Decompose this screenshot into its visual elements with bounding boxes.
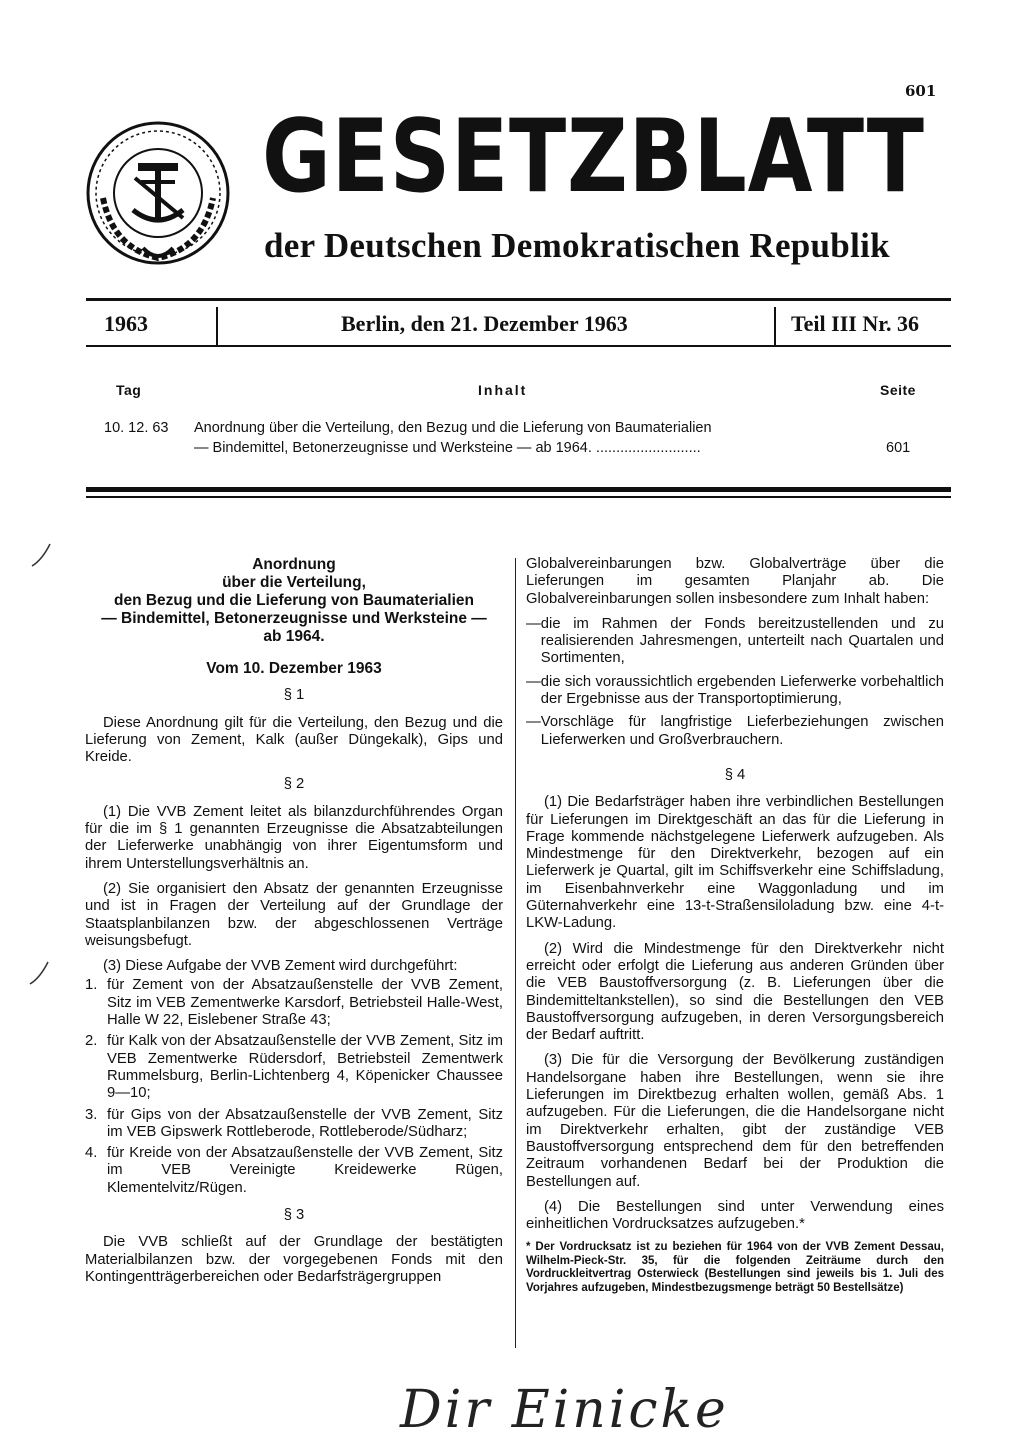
- footnote: * Der Vordrucksatz ist zu beziehen für 1964 von der VVB Zement Dessau, Wilhelm-Pieck-Str. 35, für die folgenden Zeiträume durch den Vordruckleitvertrag Osterwieck (Bestellungen sind jeweils bis 1. Juli des Vorjahres aufzugeben, Mindestbezugsmenge beträgt 50 Bestellsätze): [526, 1241, 944, 1294]
- list-item: [85, 1033, 503, 1102]
- toc-entry-date: 10. 12. 63: [104, 420, 169, 436]
- toc-page-header: Seite: [880, 382, 916, 398]
- list-item: — Vorschläge für langfristige Lieferbeziehungen zwischen Lieferwerken und Großverbrauchern.: [526, 714, 944, 748]
- toc-day-header: Tag: [116, 382, 142, 398]
- toc-entry-line-2: — Bindemittel, Betonerzeugnisse und Werksteine — ab 1964. ..........................: [194, 440, 701, 456]
- section-2-paragraph-2: (2) Sie organisiert den Absatz der genannten Erzeugnisse und ist in Fragen der Verteilung auf der Grundlage der Staatsplanbilanzen bzw. der abgeschlossenen Verträge weisungsbefugt.: [85, 880, 503, 949]
- article-title-line: über die Verteilung,: [222, 574, 366, 591]
- list-item: [85, 1107, 503, 1142]
- issue-divider-left: [216, 307, 218, 345]
- list-item-number: 4.: [85, 1145, 98, 1162]
- section-3-text: Die VVB schließt auf der Grundlage der bestätigten Materialbilanzen bzw. der vorgegebenen Fonds mit den Kontingentträgerbereichen oder Bedarfsträgergruppen: [85, 1234, 503, 1285]
- right-column: [526, 556, 944, 1295]
- issue-year: 1963: [104, 311, 148, 336]
- article-date: Vom 10. Dezember 1963: [206, 660, 382, 677]
- column-divider: [515, 558, 516, 1348]
- article-title-line: Anordnung: [252, 556, 336, 573]
- list-item-text: Vorschläge für langfristige Lieferbeziehungen zwischen Lieferwerken und Großverbrauchern.: [540, 714, 944, 748]
- toc-entry-page: 601: [886, 440, 911, 456]
- contents-heavy-rule: [86, 487, 951, 492]
- left-column: [85, 556, 503, 1294]
- section-4-heading: § 4: [724, 766, 746, 783]
- section-3-continuation: Globalvereinbarungen bzw. Globalverträge über die Lieferungen im gesamten Planjahr ab. Die Globalvereinbarungen sollen insbesondere zum Inhalt haben:: [526, 556, 944, 607]
- list-item: — die im Rahmen der Fonds bereitzustellenden und zu realisierenden Jahresmengen, unterteilt nach Quartalen und Sortimenten,: [526, 615, 944, 667]
- section-2-paragraph-1: (1) Die VVB Zement leitet als bilanzdurchführendes Organ für die im § 1 genannten Erzeugnisse die Absatzabteilungen der Lieferwerke unabhängig von ihrer Eigentumsform und ihrem Unterstellungsverhältnis an.: [85, 803, 503, 872]
- list-item: [85, 977, 503, 1029]
- section-1-heading: § 1: [283, 687, 305, 704]
- margin-tick-mark-icon: [28, 958, 52, 988]
- section-4-paragraph-4: (4) Die Bestellungen sind unter Verwendung eines einheitlichen Vordrucksatzes aufzugeben.*: [526, 1198, 944, 1233]
- list-item-text: die sich voraussichtlich ergebenden Lieferwerke vorbehaltlich der Ergebnisse aus der Transportoptimierung,: [540, 673, 944, 708]
- handwritten-annotation: Dir Einicke: [400, 1380, 729, 1440]
- article-title-line: — Bindemittel, Betonerzeugnisse und Werksteine —: [101, 610, 487, 627]
- list-item-text: die im Rahmen der Fonds bereitzustellenden und zu realisierenden Jahresmengen, unterteilt nach Quartalen und Sortimenten,: [540, 615, 944, 667]
- list-item: [85, 1145, 503, 1197]
- section-4-paragraph-3: (3) Die für die Versorgung der Bevölkerung zuständigen Handelsorgane haben ihre Bestellungen, wenn sie ihre Lieferungen im Direktbezug erhalten wollen, gemäß Abs. 1 aufzugeben. Für die Lieferungen, die die Handelsorgane nicht im Direktverkehr erhalten, gibt der zuständige VEB Baustoffversorgung entsprechend dem für den betreffenden Zeitraum vorhandenen Bedarf bei der Produktion die Bestellungen auf.: [526, 1052, 944, 1190]
- issue-top-rule: [86, 298, 951, 301]
- section-2-heading: § 2: [283, 776, 305, 793]
- section-1-text: Diese Anordnung gilt für die Verteilung, den Bezug und die Lieferung von Zement, Kalk (außer Düngekalk), Gips und Kreide.: [85, 714, 503, 766]
- gdr-state-emblem-icon: [83, 118, 233, 268]
- issue-divider-right: [774, 307, 776, 345]
- section-2-paragraph-3: (3) Diese Aufgabe der VVB Zement wird durchgeführt:: [103, 958, 458, 975]
- margin-tick-mark-icon: [30, 540, 54, 570]
- list-item-number: 1.: [85, 977, 98, 994]
- list-item-number: 3.: [85, 1106, 98, 1123]
- article-title-line: ab 1964.: [263, 628, 325, 645]
- masthead-subtitle: der Deutschen Demokratischen Republik: [264, 226, 890, 265]
- toc-entry-line-1: Anordnung über die Verteilung, den Bezug und die Lieferung von Baumaterialien: [194, 420, 712, 436]
- toc-contents-header: Inhalt: [478, 382, 528, 398]
- section-3-heading: § 3: [283, 1207, 305, 1224]
- section-4-paragraph-1: (1) Die Bedarfsträger haben ihre verbindlichen Bestellungen für Lieferungen im Direktgeschäft an das für die Lieferung in Frage kommende nächstgelegene Lieferwerk aufzugeben. Als Mindestmenge für den Direktverkehr, bezogen auf ein Lieferwerk je Quartal, gilt im Schiffsverkehr eine Schiffsladung, im Eisenbahnverkehr eine Waggonladung und im Güternahverkehr eine 13-t-Straßensiloladung bzw. eine 4-t-LKW-Ladung.: [526, 794, 944, 932]
- article-title-line: den Bezug und die Lieferung von Baumaterialien: [114, 592, 474, 609]
- issue-bar: [86, 307, 951, 343]
- contents-thin-rule: [86, 496, 951, 498]
- article-title: [85, 556, 503, 646]
- issue-date: Berlin, den 21. Dezember 1963: [341, 311, 628, 336]
- list-item-text: für Zement von der Absatzaußenstelle der VVB Zement, Sitz im VEB Zementwerke Karsdorf, Betriebsteil Halle-West, Halle W 22, Eislebener Straße 43;: [107, 977, 503, 1029]
- list-item-text: für Kalk von der Absatzaußenstelle der VVB Zement, Sitz im VEB Zementwerke Rüdersdorf, Betriebsteil Zementwerk Rummelsburg, Berlin-Lichtenberg 4, Köpenicker Chaussee 9—10;: [107, 1033, 503, 1102]
- section-4-paragraph-2: (2) Wird die Mindestmenge für den Direktverkehr nicht erreicht oder erfolgt die Lieferung aus anderen Gründen über die VEB Baustoffversorgung (z. B. Lieferungen über die Bindemitteltankstellen), so sind die Bestellungen den VEB Baustoffversorgung aufzugeben, in deren Versorgungsbereich der Bedarf auftritt.: [526, 940, 944, 1044]
- issue-part-number: Teil III Nr. 36: [791, 311, 919, 336]
- list-item-text: für Gips von der Absatzaußenstelle der VVB Zement, Sitz im VEB Gipswerk Rottleberode, Rottleberode/Südharz;: [107, 1106, 503, 1140]
- list-item-number: 2.: [85, 1033, 98, 1050]
- list-item-text: für Kreide von der Absatzaußenstelle der VVB Zement, Sitz im VEB Vereinigte Kreidewerke Rügen, Klementelvitz/Rügen.: [107, 1145, 503, 1196]
- list-item: — die sich voraussichtlich ergebenden Lieferwerke vorbehaltlich der Ergebnisse aus der Transportoptimierung,: [526, 673, 944, 708]
- masthead-title: GESETZBLATT: [262, 97, 925, 215]
- issue-bottom-rule: [86, 345, 951, 347]
- page-number: 601: [905, 82, 937, 100]
